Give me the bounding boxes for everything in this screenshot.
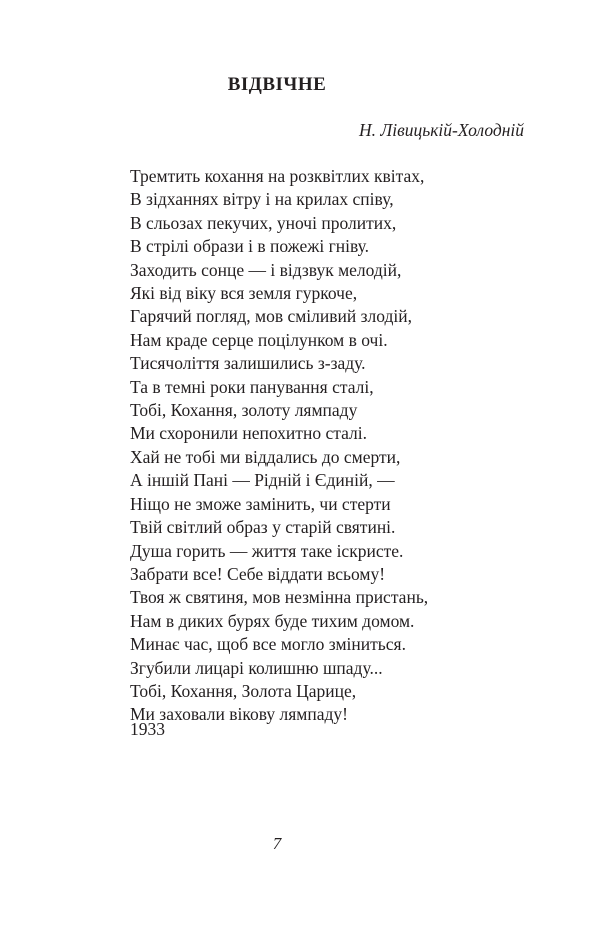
poem-line: Ми схоронили непохитно сталі. xyxy=(130,423,367,444)
poem-line: Та в темні роки панування сталі, xyxy=(130,376,374,397)
poem-title: ВІДВІЧНЕ xyxy=(227,74,327,95)
poem-line: Згубили лицарі колишню шпаду... xyxy=(130,657,383,678)
poem-line: Твоя ж святиня, мов незмінна пристань, xyxy=(130,587,429,608)
poem-line: Хай не тобі ми віддались до смерти, xyxy=(130,446,401,467)
poem-line: В сльозах пекучих, уночі пролитих, xyxy=(130,212,397,233)
poem-line: Тобі, Кохання, Золота Царице, xyxy=(130,680,357,701)
poem-year: 1933 xyxy=(130,719,165,739)
poem-line: В стрілі образи і в пожежі гніву. xyxy=(130,236,370,257)
poem-line: Минає час, щоб все могло зміниться. xyxy=(130,634,406,655)
poem-line: Ніщо не зможе замінить, чи стерти xyxy=(130,493,391,514)
poem-line: Душа горить — життя таке іскристе. xyxy=(130,540,404,561)
poem-line: Тисячоліття залишились з-заду. xyxy=(130,353,366,374)
poem-line: Заходить сонце — і відзвук мелодій, xyxy=(130,259,402,280)
poem-line: Нам краде серце поцілунком в очі. xyxy=(130,329,388,350)
poem-line: Забрати все! Себе віддати всьому! xyxy=(130,563,386,584)
poem-line: Твій світлий образ у старій святині. xyxy=(130,517,396,538)
poem-line: Гарячий погляд, мов сміливий злодій, xyxy=(130,306,413,327)
poem-body xyxy=(130,165,428,727)
poem-line: Нам в диких бурях буде тихим домом. xyxy=(130,610,415,631)
page-number: 7 xyxy=(272,834,282,853)
poem-line: Тобі, Кохання, золоту лямпаду xyxy=(130,400,358,421)
poem-line: Тремтить кохання на розквітлих квітах, xyxy=(130,166,425,186)
poem-line: Які від віку вся земля гуркоче, xyxy=(130,283,358,304)
poem-line: Ми заховали вікову лямпаду! xyxy=(130,704,348,725)
poem-dedication: Н. Лівицькій-Холодній xyxy=(359,120,524,140)
poem-line: А іншій Пані — Рідній і Єдиній, — xyxy=(130,470,395,491)
poem-line: В зідханнях вітру і на крилах співу, xyxy=(130,189,394,210)
